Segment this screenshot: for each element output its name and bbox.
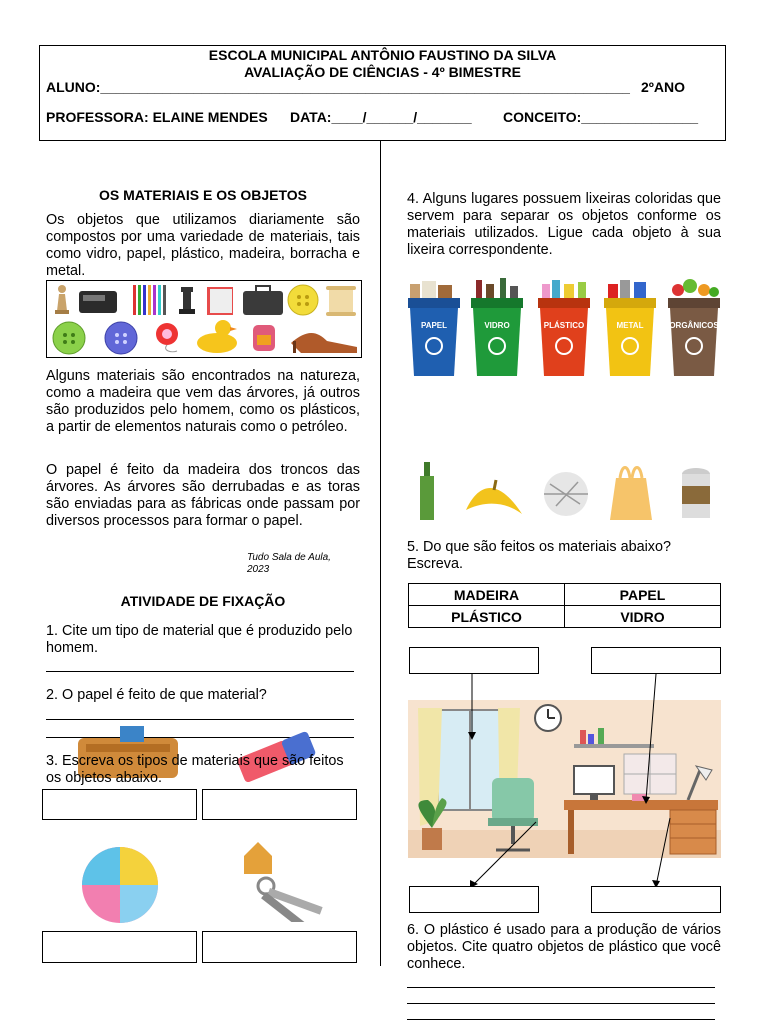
plastic-bin-icon: [538, 280, 590, 376]
paper-paragraph: O papel é feito da madeira dos troncos das árvores. As árvores são derrubadas e as toras são enviadas para as fábricas onde passam por diversos processos para formar o papel.: [46, 462, 360, 529]
paper-bin-icon: [408, 281, 460, 376]
beach-ball-image: [78, 845, 164, 925]
answer-box-wood[interactable]: [42, 789, 197, 820]
exam-title: AVALIAÇÃO DE CIÊNCIAS - 4º BIMESTRE: [244, 64, 521, 80]
wallet-icon: [79, 291, 117, 313]
answer-line-q6c[interactable]: [407, 1019, 715, 1020]
organic-bin-icon: [668, 279, 720, 376]
section-title: OS MATERIAIS E OS OBJETOS: [99, 187, 307, 203]
notebook-icon: [207, 287, 233, 315]
answer-box-desk[interactable]: [591, 886, 721, 913]
student-field[interactable]: ALUNO:____________________________________________________________________: [46, 79, 630, 95]
connector-lines: [408, 660, 721, 890]
backpack-icon: [253, 325, 275, 351]
answer-box-chair[interactable]: [409, 886, 539, 913]
table-cell: VIDRO: [565, 606, 721, 628]
yoyo-icon: [156, 323, 178, 352]
question-6: 6. O plástico é usado para a produção de vários objetos. Cite quatro objetos de plástico que você conhece.: [407, 922, 721, 972]
keys-image: [236, 836, 332, 922]
scroll-icon: [326, 286, 356, 316]
glass-bottle-icon: [420, 462, 434, 520]
waste-objects-image: [410, 460, 722, 524]
tin-can-icon: [682, 468, 710, 518]
crumpled-paper-icon: [544, 472, 588, 516]
bin-label: VIDRO: [484, 321, 510, 330]
answer-line-q1[interactable]: [46, 671, 354, 672]
question-2: 2. O papel é feito de que material?: [46, 687, 267, 703]
answer-line-q6b[interactable]: [407, 1003, 715, 1004]
question-1: 1. Cite um tipo de material que é produzido pelo homem.: [46, 623, 353, 656]
question-3: 3. Escreva os tipos de materiais que são feitos os objetos abaixo.: [46, 753, 344, 786]
teacher-label: PROFESSORA: ELAINE MENDES: [46, 109, 268, 125]
suitcase-icon: [243, 286, 283, 315]
column-divider: [380, 141, 381, 966]
metal-bin-icon: [604, 280, 656, 376]
activity-title: ATIVIDADE DE FIXAÇÃO: [120, 593, 286, 609]
glass-bin-icon: [471, 278, 523, 376]
answer-box-ball[interactable]: [42, 931, 197, 963]
grade-label: 2ºANO: [641, 79, 686, 95]
pencils-icon: [133, 285, 166, 315]
chess-pawn-icon: [55, 285, 69, 314]
materials-paragraph: Alguns materiais são encontrados na natureza, como a madeira que vem das árvores, já outros são produzidos pelo homem, como os plásticos, a partir de elementos naturais como o petróleo.: [46, 368, 360, 435]
green-button-icon: [53, 322, 85, 354]
high-heel-icon: [291, 333, 357, 353]
yellow-button-icon: [288, 285, 318, 315]
materials-objects-image: [46, 280, 362, 358]
bin-label: ORGÂNICOS: [669, 321, 719, 330]
bin-label: PLÁSTICO: [543, 321, 585, 330]
question-4: 4. Alguns lugares possuem lixeiras coloridas que servem para separar os objetos conforme os materiais utilizados. Ligue cada objeto à sua lixeira correspondente.: [407, 191, 721, 258]
question-5: 5. Do que são feitos os materiais abaixo? Escreva.: [407, 539, 671, 572]
table-cell: PAPEL: [565, 584, 721, 606]
bin-label: PAPEL: [420, 321, 448, 330]
answer-box-keys[interactable]: [202, 931, 357, 963]
date-field[interactable]: DATA:____/______/_______: [290, 109, 472, 125]
answer-line-q2a[interactable]: [46, 719, 354, 720]
rubber-duck-icon: [197, 320, 237, 353]
credit-line-2: 2023: [247, 564, 270, 575]
header-box: [39, 45, 726, 141]
school-name: ESCOLA MUNICIPAL ANTÔNIO FAUSTINO DA SILVA: [208, 47, 557, 63]
blue-button-icon: [105, 322, 137, 354]
table-row: [409, 584, 721, 606]
table-cell: MADEIRA: [409, 584, 565, 606]
intro-paragraph: Os objetos que utilizamos diariamente são compostos por uma variedade de materiais, tais como vidro, papel, plástico, madeira, borracha e metal.: [46, 212, 360, 279]
concept-field[interactable]: CONCEITO:_______________: [503, 109, 699, 125]
banana-peel-icon: [466, 480, 522, 514]
credit-line-1: Tudo Sala de Aula,: [247, 552, 331, 563]
answer-box-eraser[interactable]: [202, 789, 357, 820]
chess-rook-icon: [179, 287, 195, 314]
materials-table: [408, 583, 721, 628]
plastic-bag-icon: [610, 468, 652, 521]
bin-label: METAL: [616, 321, 644, 330]
answer-line-q6a[interactable]: [407, 987, 715, 988]
table-cell: PLÁSTICO: [409, 606, 565, 628]
table-row: [409, 606, 721, 628]
recycling-bins-image: [404, 276, 722, 382]
